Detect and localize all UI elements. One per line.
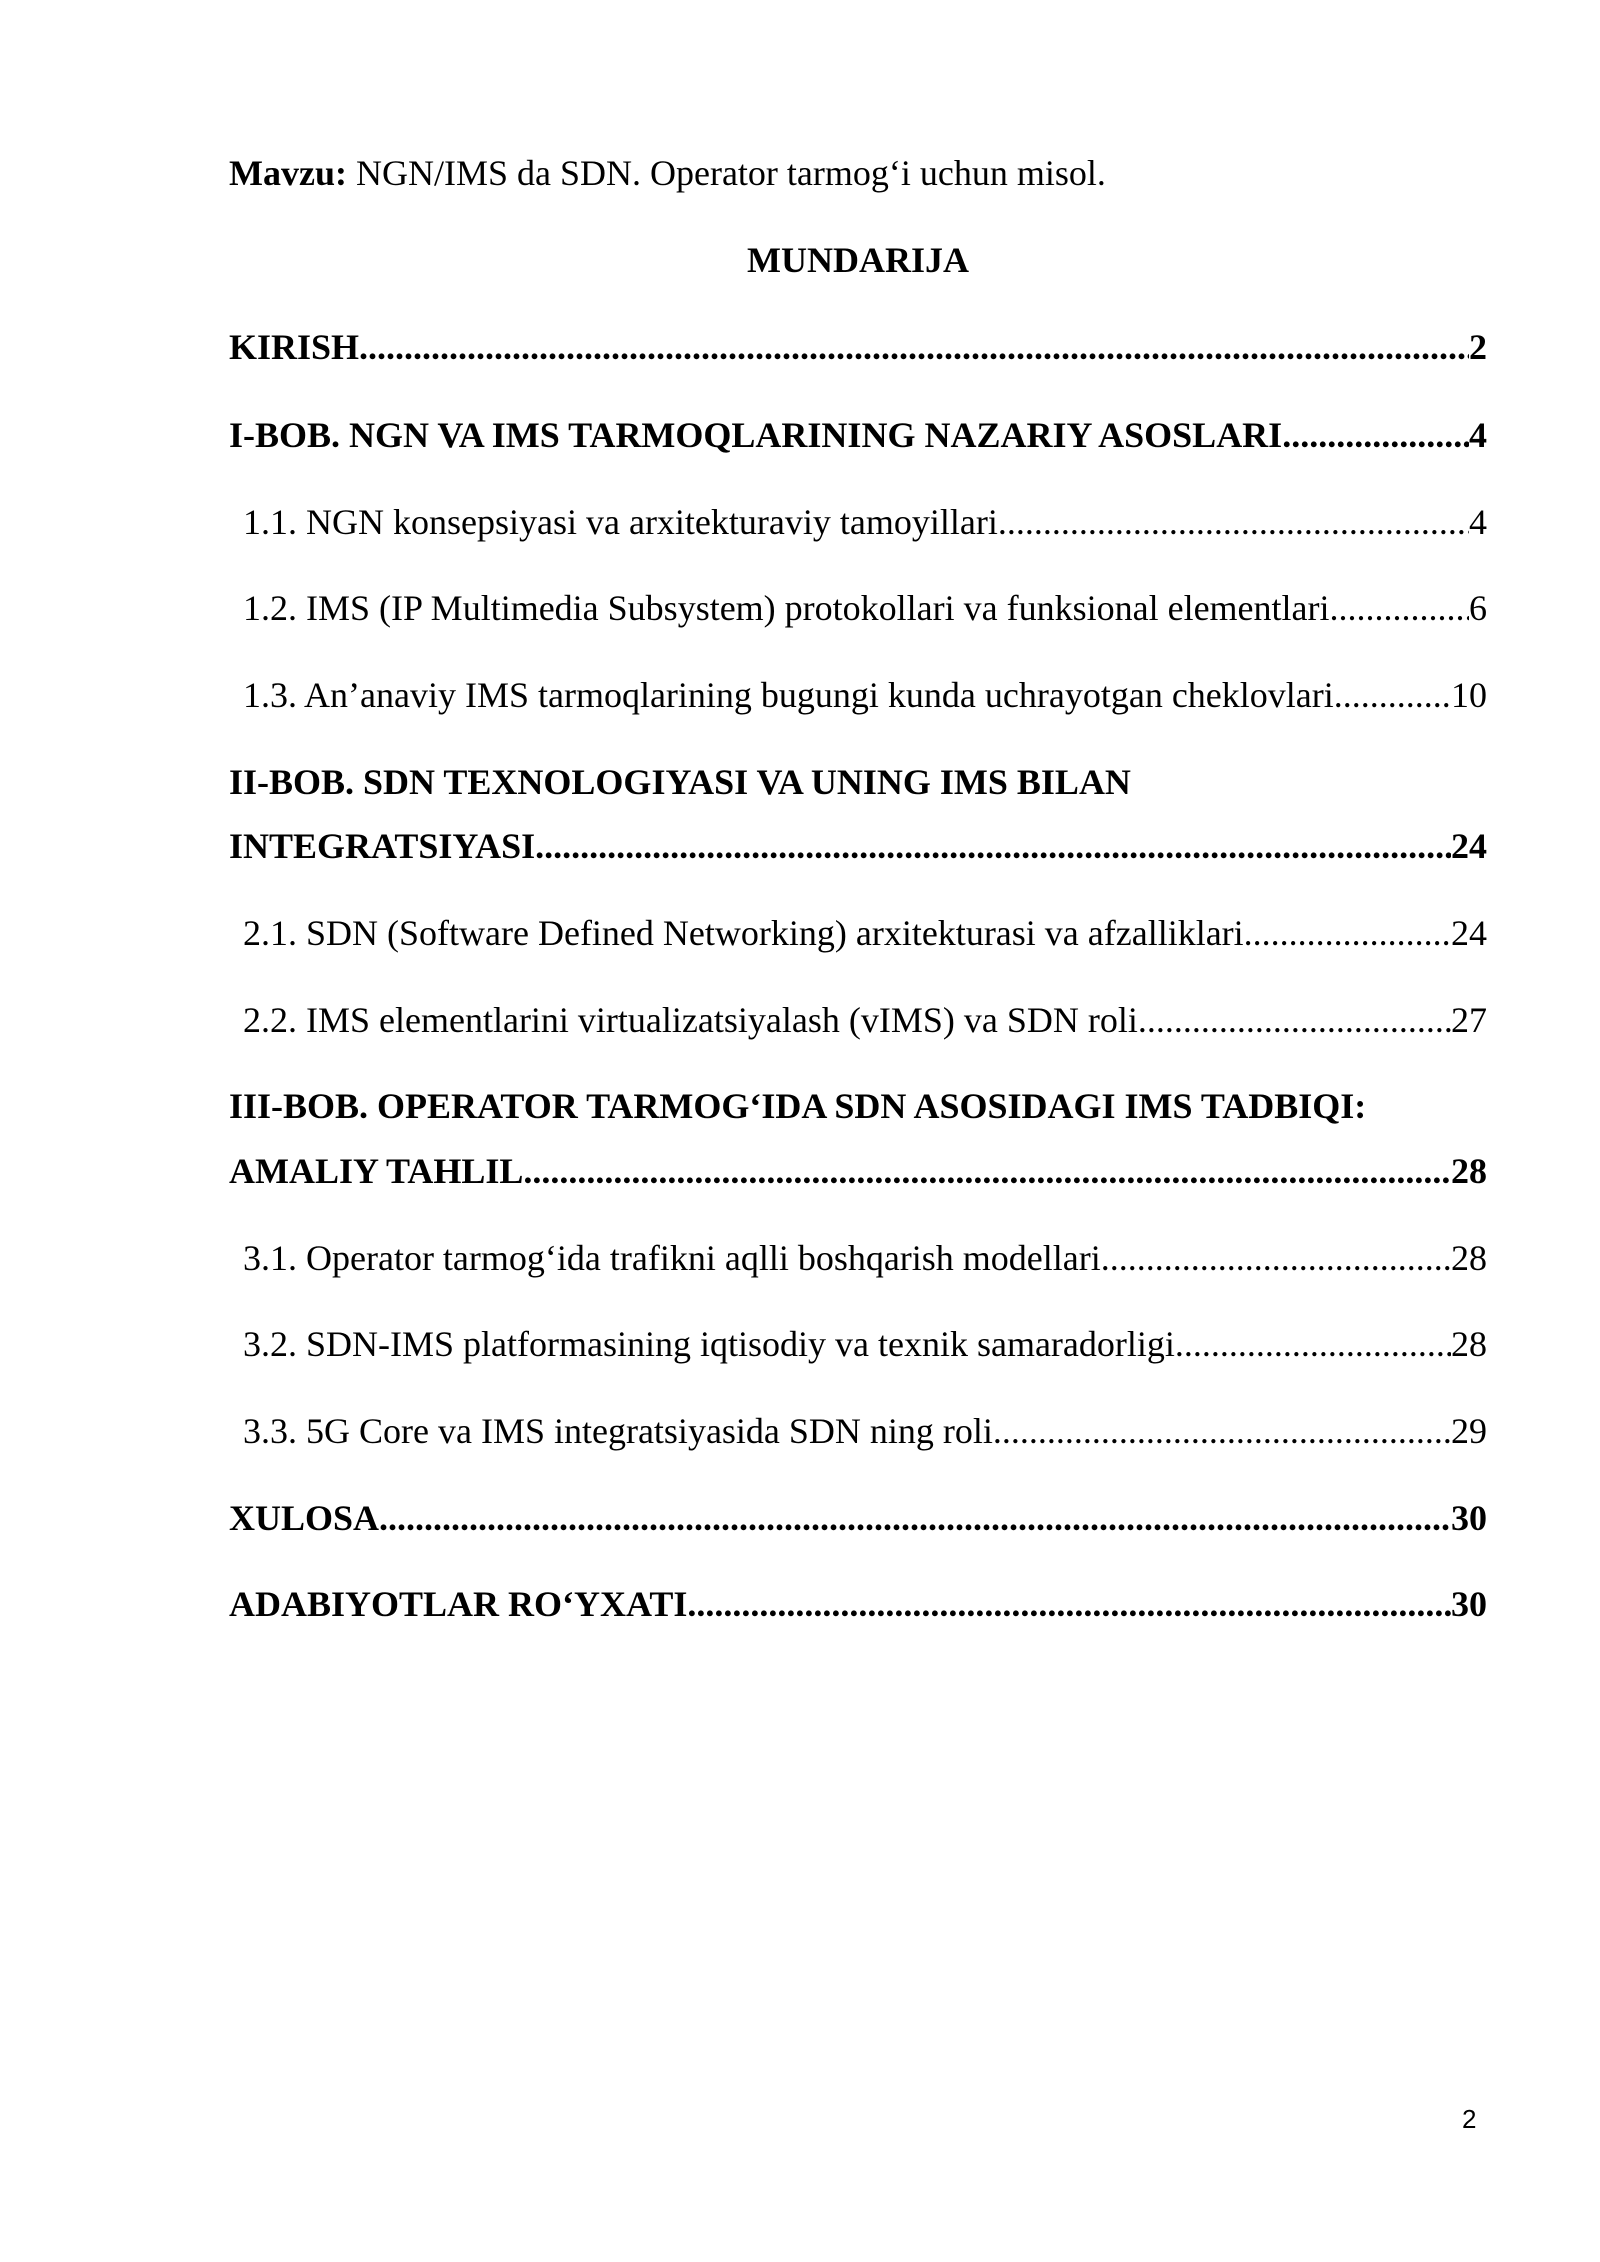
toc-entry-kirish[interactable] [229,325,1487,369]
toc-entry-adabiyotlar[interactable] [229,1582,1487,1626]
dot-leader [1244,911,1451,955]
toc-entry-label: KIRISH [229,327,360,367]
toc-entry-label: AMALIY TAHLIL [229,1151,524,1191]
toc-entry-page: 2 [1469,327,1487,367]
toc-entry-page: 24 [1451,826,1487,866]
toc-entry-chapter-2-line1[interactable]: II-BOB. SDN TEXNOLOGIYASI VA UNING IMS BILAN [229,762,1131,802]
dot-leader [1282,413,1469,457]
toc-entry-3-2[interactable] [243,1322,1487,1366]
toc-entry-page: 30 [1451,1498,1487,1538]
toc-entry-1-1[interactable] [243,500,1487,544]
toc-entry-page: 28 [1451,1324,1487,1364]
dot-leader [359,325,1469,369]
topic-line [229,151,1106,195]
page-number: 2 [1462,2104,1477,2134]
toc-entry-chapter-3[interactable] [229,1149,1487,1193]
toc-entry-chapter-2[interactable] [229,824,1487,868]
toc-entry-1-2[interactable] [243,586,1487,630]
toc-entry-page: 10 [1451,675,1487,715]
toc-entry-label: I-BOB. NGN VA IMS TARMOQLARINING NAZARIY ASOSLARI [229,415,1283,455]
toc-entry-page: 27 [1451,1000,1487,1040]
toc-entry-label: 1.1. NGN konsepsiyasi va arxitekturaviy tamoyillari [243,502,998,542]
topic-label: Mavzu: [229,153,347,193]
toc-entry-label: 3.2. SDN-IMS platformasining iqtisodiy va texnik samaradorligi [243,1324,1175,1364]
toc-entry-label: 2.1. SDN (Software Defined Networking) arxitekturasi va afzalliklari [243,913,1244,953]
dot-leader [379,1496,1451,1540]
dot-leader [687,1582,1451,1626]
dot-leader [993,1409,1451,1453]
dot-leader [998,500,1469,544]
toc-entry-page: 6 [1469,588,1487,628]
dot-leader [1101,1236,1451,1280]
toc-entry-page: 29 [1451,1411,1487,1451]
toc-entry-label: 3.3. 5G Core va IMS integratsiyasida SDN ning roli [243,1411,993,1451]
toc-entry-3-3[interactable] [243,1409,1487,1453]
toc-entry-label: XULOSA [229,1498,380,1538]
toc-entry-page: 4 [1469,502,1487,542]
dot-leader [1334,673,1451,717]
toc-entry-page: 28 [1451,1151,1487,1191]
dot-leader [1175,1322,1451,1366]
toc-entry-chapter-3-line1[interactable]: III-BOB. OPERATOR TARMOG‘IDA SDN ASOSIDAGI IMS TADBIQI: [229,1086,1367,1126]
toc-entry-2-2[interactable] [243,998,1487,1042]
toc-entry-label: 1.2. IMS (IP Multimedia Subsystem) protokollari va funksional elementlari [243,588,1330,628]
toc-entry-1-3[interactable] [243,673,1487,717]
toc-entry-label: ADABIYOTLAR RO‘YXATI [229,1584,688,1624]
toc-title: MUNDARIJA [747,240,969,280]
toc-entry-label: 2.2. IMS elementlarini virtualizatsiyalash (vIMS) va SDN roli [243,1000,1138,1040]
toc-entry-label: INTEGRATSIYASI [229,826,536,866]
toc-entry-page: 28 [1451,1238,1487,1278]
toc-entry-label: 1.3. An’anaviy IMS tarmoqlarining bugungi kunda uchrayotgan cheklovlari [243,675,1334,715]
toc-entry-2-1[interactable] [243,911,1487,955]
toc-entry-page: 24 [1451,913,1487,953]
toc-entry-page: 30 [1451,1584,1487,1624]
dot-leader [1330,586,1469,630]
topic-text: NGN/IMS da SDN. Operator tarmog‘i uchun misol. [346,153,1106,193]
toc-entry-label: 3.1. Operator tarmog‘ida trafikni aqlli boshqarish modellari [243,1238,1101,1278]
toc-entry-xulosa[interactable] [229,1496,1487,1540]
dot-leader [535,824,1451,868]
toc-entry-3-1[interactable] [243,1236,1487,1280]
toc-entry-chapter-1[interactable] [229,413,1487,457]
toc-entry-page: 4 [1469,415,1487,455]
dot-leader [523,1149,1451,1193]
dot-leader [1138,998,1451,1042]
